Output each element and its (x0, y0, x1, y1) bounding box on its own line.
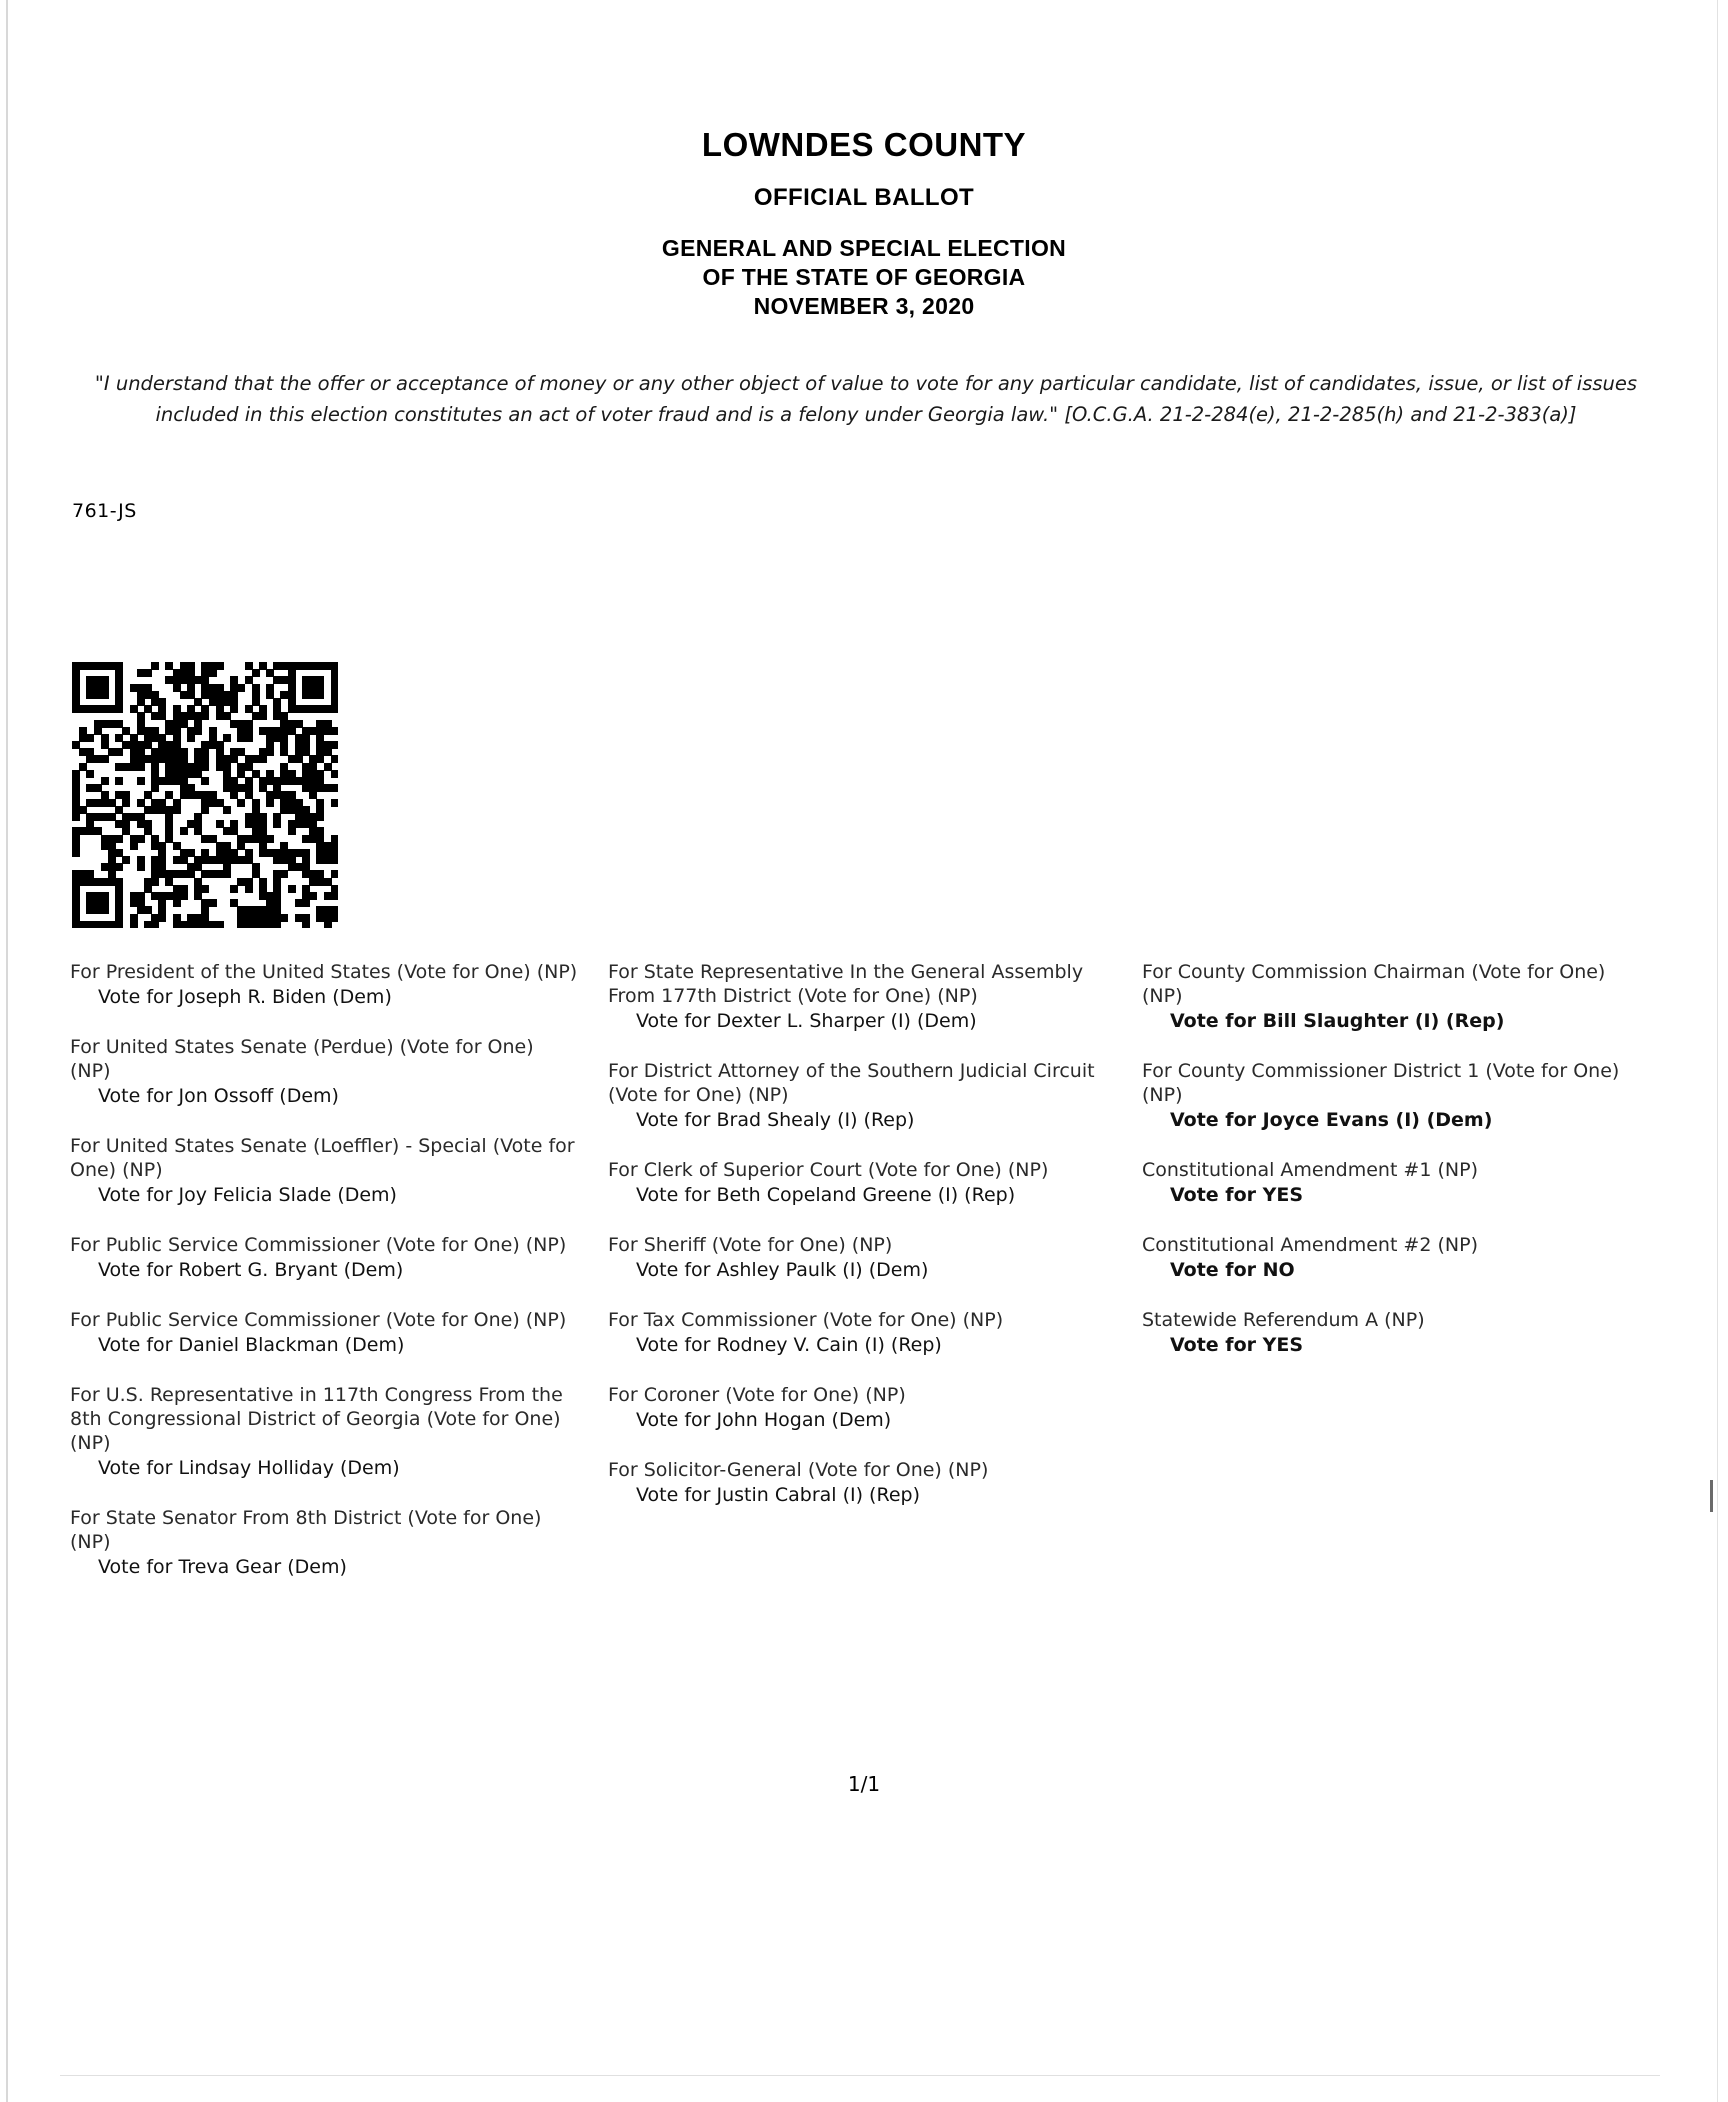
contest-title: For Tax Commissioner (Vote for One) (NP) (608, 1309, 1004, 1331)
contest-selection: Vote for Ashley Paulk (I) (Dem) (636, 1259, 929, 1281)
contest (608, 1383, 1108, 1432)
contest (1142, 1308, 1638, 1357)
election-date: NOVEMBER 3, 2020 (753, 293, 975, 319)
ballot-header (0, 126, 1728, 321)
contest-title: For County Commissioner District 1 (Vote for One) (NP) (1142, 1060, 1620, 1106)
contest-selection: Vote for Justin Cabral (I) (Rep) (636, 1484, 920, 1506)
contest (608, 1059, 1108, 1132)
contest-title: For State Senator From 8th District (Vote for One) (NP) (70, 1507, 542, 1553)
contest-columns (70, 960, 1660, 1605)
page-number: 1/1 (847, 1772, 881, 1796)
election-title-line-2: OF THE STATE OF GEORGIA (702, 264, 1026, 290)
contest (1142, 1059, 1638, 1132)
contest-selection: Vote for Joy Felicia Slade (Dem) (98, 1184, 397, 1206)
contest-title: For Public Service Commissioner (Vote for One) (NP) (70, 1234, 567, 1256)
contest (608, 1308, 1108, 1357)
contest (70, 960, 578, 1009)
election-title-line-1: GENERAL AND SPECIAL ELECTION (661, 235, 1067, 261)
qr-code (72, 662, 338, 928)
contest-title: For Public Service Commissioner (Vote for One) (NP) (70, 1309, 567, 1331)
contest-title: For United States Senate (Perdue) (Vote for One) (NP) (70, 1036, 534, 1082)
contest-selection: Vote for YES (1170, 1184, 1304, 1206)
county-title: LOWNDES COUNTY (701, 126, 1027, 163)
contest-title: For United States Senate (Loeffler) - Special (Vote for One) (NP) (70, 1135, 575, 1181)
contest-selection: Vote for Rodney V. Cain (I) (Rep) (636, 1334, 942, 1356)
contest-selection: Vote for John Hogan (Dem) (636, 1409, 892, 1431)
contest (70, 1383, 578, 1480)
contest (70, 1308, 578, 1357)
contest-title: For State Representative In the General Assembly From 177th District (Vote for One) (NP) (608, 961, 1084, 1007)
contest-selection: Vote for Joseph R. Biden (Dem) (98, 986, 392, 1008)
contest-title: Constitutional Amendment #1 (NP) (1142, 1159, 1478, 1181)
contest-title: For Coroner (Vote for One) (NP) (608, 1384, 906, 1406)
ballot-identifier: 761-JS (72, 500, 137, 522)
contest-selection: Vote for YES (1170, 1334, 1304, 1356)
contest (70, 1134, 578, 1207)
contest (608, 960, 1108, 1033)
contest-title: For District Attorney of the Southern Judicial Circuit (Vote for One) (NP) (608, 1060, 1095, 1106)
contest-selection: Vote for Dexter L. Sharper (I) (Dem) (636, 1010, 977, 1032)
contest-title: Statewide Referendum A (NP) (1142, 1309, 1425, 1331)
contest-selection: Vote for Brad Shealy (I) (Rep) (636, 1109, 915, 1131)
contest-selection: Vote for Lindsay Holliday (Dem) (98, 1457, 400, 1479)
contest-title: Constitutional Amendment #2 (NP) (1142, 1234, 1478, 1256)
contest-selection: Vote for Robert G. Bryant (Dem) (98, 1259, 404, 1281)
contest-selection: Vote for Bill Slaughter (I) (Rep) (1170, 1010, 1505, 1032)
contest-title: For Sheriff (Vote for One) (NP) (608, 1234, 893, 1256)
contest-selection: Vote for Jon Ossoff (Dem) (98, 1085, 339, 1107)
scan-tick-mark (1710, 1480, 1713, 1512)
contest-column-1 (70, 960, 600, 1605)
contest (1142, 1158, 1638, 1207)
contest (70, 1506, 578, 1579)
contest-title: For Solicitor-General (Vote for One) (NP) (608, 1459, 989, 1481)
contest-selection: Vote for NO (1170, 1259, 1295, 1281)
contest-title: For President of the United States (Vote for One) (NP) (70, 961, 578, 983)
contest-selection: Vote for Beth Copeland Greene (I) (Rep) (636, 1184, 1016, 1206)
contest (1142, 1233, 1638, 1282)
contest-column-3 (1130, 960, 1660, 1605)
contest-selection: Vote for Joyce Evans (I) (Dem) (1170, 1109, 1493, 1131)
contest-title: For County Commission Chairman (Vote for One) (NP) (1142, 961, 1606, 1007)
contest-selection: Vote for Treva Gear (Dem) (98, 1556, 347, 1578)
contest (70, 1233, 578, 1282)
contest-title: For U.S. Representative in 117th Congress From the 8th Congressional District of Georgia (Vote for One) (NP) (70, 1384, 563, 1454)
ballot-type-title: OFFICIAL BALLOT (753, 184, 975, 211)
contest (608, 1458, 1108, 1507)
contest-column-2 (600, 960, 1130, 1605)
contest (608, 1233, 1108, 1282)
contest (608, 1158, 1108, 1207)
contest (70, 1035, 578, 1108)
voter-fraud-oath: "I understand that the offer or acceptance of money or any other object of value to vote for any particular candidate, list of candidates, issue, or list of issues included in this election constitutes an act of voter fraud and is a felony under Georgia law." [O.C.G.A. 21-2-284(e), 21-2-285(h) and 21-2-383(a)] (94, 372, 1638, 426)
scan-edge-bottom (60, 2075, 1660, 2076)
contest-selection: Vote for Daniel Blackman (Dem) (98, 1334, 405, 1356)
contest (1142, 960, 1638, 1033)
contest-title: For Clerk of Superior Court (Vote for One) (NP) (608, 1159, 1049, 1181)
